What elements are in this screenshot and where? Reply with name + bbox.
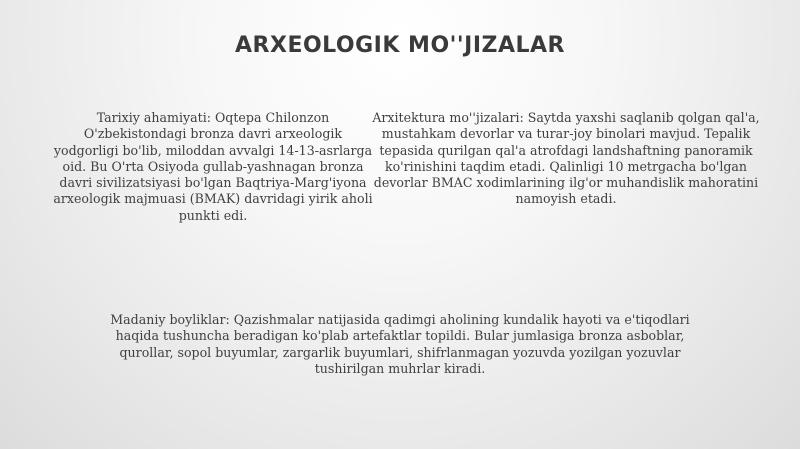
cultural-treasures-paragraph: Madaniy boyliklar: Qazishmalar natijasida qadimgi aholining kundalik hayoti va e'tiqodlari haqida tushuncha beradigan ko'plab artefaktlar topildi. Bular jumlasiga bronza asboblar, qurollar, sopol buyumlar, zargarlik buyumlari, shifrlanmagan yozuvda yozilgan yozuvlar tushirilgan muhrlar kiradi. [110, 312, 690, 376]
architectural-wonders-paragraph: Arxitektura mo''jizalari: Saytda yaxshi saqlanib qolgan qal'a, mustahkam devorlar va turar-joy binolari mavjud. Tepalik tepasida qurilgan qal'a atrofdagi landshaftning panoramik ko'rinishini taqdim etadi. Qalinligi 10 metrgacha bo'lgan devorlar BMAC xodimlarining ilg'or muhandislik mahoratini namoyish etadi. [372, 110, 760, 207]
historical-significance-paragraph: Tarixiy ahamiyati: Oqtepa Chilonzon O'zbekistondagi bronza davri arxeologik yodgorligi bo'lib, miloddan avvalgi 14-13-asrlarga oid. Bu O'rta Osiyoda gullab-yashnagan bronza davri sivilizatsiyasi bo'lgan Baqtriya-Marg'iyona arxeologik majmuasi (BMAK) davridagi yirik aholi punkti edi. [53, 110, 373, 223]
slide-title: ARXEOLOGIK MO''JIZALAR [235, 33, 565, 58]
